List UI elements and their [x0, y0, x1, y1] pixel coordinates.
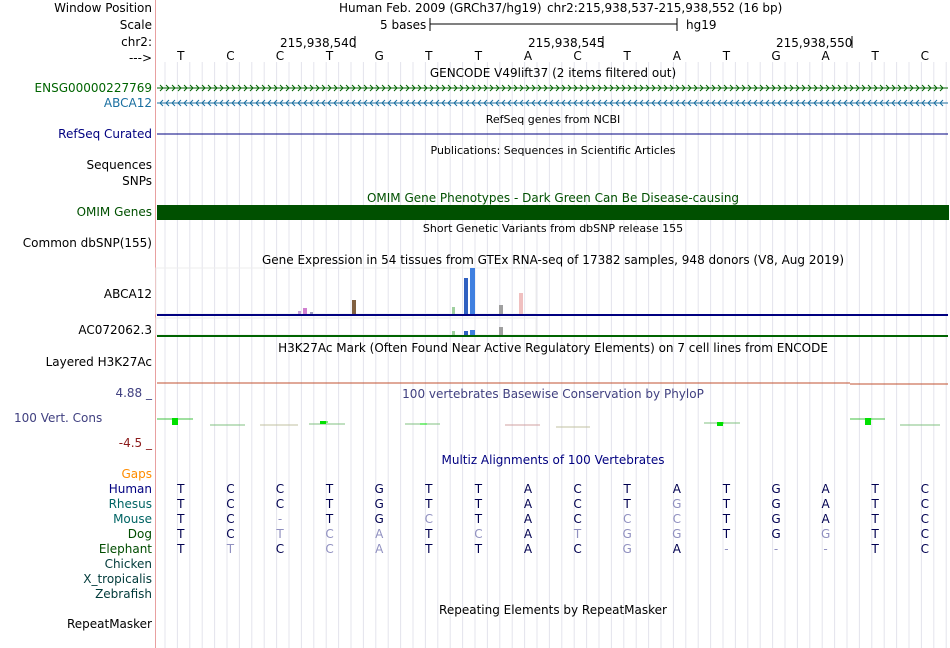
alignment-base: C [920, 512, 929, 526]
alignment-base: A [375, 527, 384, 541]
alignment-base: C [920, 542, 929, 556]
alignment-base: T [871, 542, 879, 556]
gtex-ac072062-bars[interactable] [156, 318, 536, 335]
alignment-base: T [177, 542, 185, 556]
gene-ensg00000227769-line[interactable] [157, 85, 948, 91]
alignment-base: G [374, 512, 384, 526]
phylop-track-title[interactable]: 100 vertebrates Basewise Conservation by PhyloP [402, 387, 704, 401]
alignment-base: C [226, 497, 235, 511]
species-label[interactable]: Human [108, 482, 152, 496]
alignment-base: C [424, 512, 433, 526]
sequence-base: A [821, 49, 830, 63]
alignment-base: T [177, 482, 185, 496]
gtex-tissue-bar[interactable] [470, 268, 475, 314]
alignment-base: T [177, 527, 185, 541]
alignment-base: T [474, 542, 483, 556]
alignment-base: T [722, 482, 731, 496]
alignment-base: A [821, 497, 830, 511]
alignment-base: C [275, 542, 285, 556]
window-position-label: Window Position [54, 1, 152, 15]
phylop-track-label[interactable]: 100 Vert. Cons [14, 411, 103, 425]
dbsnp-track-label[interactable]: Common dbSNP(155) [22, 236, 152, 250]
alignment-base: C [920, 482, 929, 496]
alignment-base: G [771, 482, 781, 496]
gtex-tissue-bar[interactable] [470, 330, 475, 335]
alignment-base: C [622, 512, 632, 526]
species-label[interactable]: Rhesus [108, 497, 152, 511]
coord-label-1: 215,938,540 [280, 36, 357, 50]
multiz-track-title[interactable]: Multiz Alignments of 100 Vertebrates [441, 453, 665, 467]
species-label[interactable]: Dog [127, 527, 152, 541]
alignment-base: T [871, 512, 879, 526]
alignment-base: G [771, 497, 781, 511]
alignment-base: G [771, 512, 781, 526]
alignment-base: G [672, 527, 682, 541]
sequence-base: T [871, 49, 879, 63]
alignment-base: - [773, 542, 779, 556]
phylop-peak [865, 418, 871, 425]
gencode-item-abca12[interactable]: ABCA12 [103, 96, 152, 110]
alignment-base: C [226, 512, 235, 526]
alignment-base: C [275, 482, 285, 496]
publications-track-title[interactable]: Publications: Sequences in Scientific Articles [430, 144, 676, 157]
alignment-base: A [523, 497, 533, 511]
gtex-tissue-bar[interactable] [452, 307, 455, 314]
alignment-base: C [325, 542, 334, 556]
alignment-base: A [375, 542, 384, 556]
alignment-base: T [573, 527, 582, 541]
sequence-base: T [325, 49, 334, 63]
alignment-base: A [821, 512, 830, 526]
alignment-base: T [425, 542, 433, 556]
alignment-base: T [325, 482, 334, 496]
publications-sequences-label[interactable]: Sequences [86, 158, 152, 172]
alignment-base: T [325, 512, 334, 526]
repeatmasker-track-label[interactable]: RepeatMasker [66, 617, 152, 631]
alignment-base: T [325, 497, 334, 511]
alignment-base: A [523, 482, 533, 496]
alignment-base: C [573, 482, 582, 496]
omim-gene-bar[interactable] [157, 205, 949, 220]
scale-label: Scale [119, 18, 152, 32]
chrom-label: chr2: [121, 35, 152, 49]
gtex-tissue-bar[interactable] [298, 311, 301, 314]
gtex-track-title[interactable]: Gene Expression in 54 tissues from GTEx RNA-seq of 17382 samples, 948 donors (V8, Aug 2019) [261, 253, 845, 267]
phylop-peak [717, 422, 723, 426]
repeatmasker-track-title[interactable]: Repeating Elements by RepeatMasker [439, 603, 667, 617]
alignment-base: A [672, 542, 681, 556]
alignment-base: - [823, 542, 828, 556]
alignment-base: T [425, 497, 433, 511]
alignment-base: T [722, 527, 731, 541]
sequence-base: T [425, 49, 433, 63]
alignment-base: T [474, 512, 483, 526]
phylop-peak [320, 421, 326, 424]
scale-bar [430, 18, 677, 31]
alignment-base: T [177, 497, 185, 511]
scale-text: 5 bases [380, 18, 427, 32]
gene-abca12-line[interactable] [157, 100, 948, 106]
alignment-base: T [177, 512, 185, 526]
alignment-base: T [276, 527, 284, 541]
sequence-base: C [226, 49, 235, 63]
gtex-tissue-bar[interactable] [464, 278, 468, 314]
alignment-base: C [920, 527, 929, 541]
alignment-base: T [722, 497, 731, 511]
phylop-max-label: 4.88 _ [115, 386, 152, 400]
gtex-tissue-bar[interactable] [499, 305, 503, 314]
gaps-label[interactable]: Gaps [121, 467, 152, 481]
alignment-base: G [374, 482, 384, 496]
alignment-base: C [226, 527, 235, 541]
refseq-track-title[interactable]: RefSeq genes from NCBI [485, 113, 621, 126]
alignment-base: - [277, 512, 283, 526]
gtex-gene-abca12-label[interactable]: ABCA12 [103, 287, 152, 301]
alignment-base: T [425, 482, 433, 496]
alignment-base: T [474, 482, 483, 496]
position-text: chr2:215,938,537-215,938,552 (16 bp) [547, 1, 783, 15]
gtex-tissue-bar[interactable] [303, 308, 307, 314]
alignment-base: G [622, 542, 632, 556]
gtex-tissue-bar[interactable] [310, 312, 313, 314]
alignment-base: T [474, 497, 483, 511]
publications-snps-label[interactable]: SNPs [122, 174, 152, 188]
sequence-base: T [722, 49, 731, 63]
omim-track-label[interactable]: OMIM Genes [76, 205, 152, 219]
alignment-base: G [771, 527, 781, 541]
alignment-base: T [226, 542, 235, 556]
h3k27ac-track-title[interactable]: H3K27Ac Mark (Often Found Near Active Regulatory Elements) on 7 cell lines from ENCODE [278, 341, 828, 355]
species-label[interactable]: Elephant [98, 542, 152, 556]
alignment-base: G [820, 527, 831, 541]
gtex-tissue-bar[interactable] [352, 300, 356, 314]
alignment-base: C [226, 482, 235, 496]
gtex-tissue-bar[interactable] [452, 331, 455, 335]
alignment-base: G [672, 497, 682, 511]
species-label[interactable]: Chicken [104, 557, 152, 571]
gencode-item-ensg00000227769[interactable]: ENSG00000227769 [34, 81, 152, 95]
sequence-base: A [672, 49, 681, 63]
alignment-base: C [275, 497, 285, 511]
coord-label-3: 215,938,550 [776, 36, 853, 50]
sequence-base: C [920, 49, 929, 63]
species-label[interactable]: Zebrafish [95, 587, 152, 601]
gtex-abca12-bars[interactable] [156, 268, 536, 314]
alignment-base: A [523, 527, 533, 541]
alignment-base: C [325, 527, 334, 541]
alignment-base: T [623, 497, 631, 511]
alignment-base: A [523, 542, 533, 556]
gtex-tissue-bar[interactable] [519, 293, 523, 314]
alignment-base: C [573, 512, 582, 526]
sequence-base: T [177, 49, 185, 63]
alignment-base: G [374, 497, 384, 511]
strand-label: ---> [128, 51, 152, 65]
alignment-base: T [871, 497, 879, 511]
alignment-base: - [724, 542, 729, 556]
sequence-base: C [275, 49, 285, 63]
phylop-min-label: -4.5 _ [118, 436, 152, 450]
omim-track-title[interactable]: OMIM Gene Phenotypes - Dark Green Can Be Disease-causing [366, 191, 740, 205]
gtex-panel [156, 268, 536, 314]
sequence-base: C [573, 49, 582, 63]
coord-label-2: 215,938,545 [528, 36, 605, 50]
assembly-text: Human Feb. 2009 (GRCh37/hg19) [339, 1, 542, 15]
alignment-base: C [573, 542, 582, 556]
alignment-base: A [821, 482, 830, 496]
gtex-tissue-bar[interactable] [464, 331, 468, 335]
species-label[interactable]: Mouse [113, 512, 152, 526]
h3k27ac-track-label[interactable]: Layered H3K27Ac [45, 355, 152, 369]
sequence-base: G [374, 49, 384, 63]
alignment-base: A [523, 512, 533, 526]
sequence-base: T [623, 49, 631, 63]
alignment-base: G [622, 527, 632, 541]
dbsnp-track-title[interactable]: Short Genetic Variants from dbSNP release 155 [422, 222, 684, 235]
gtex-tissue-bar[interactable] [499, 327, 503, 335]
alignment-base: T [425, 527, 433, 541]
alignment-base: T [623, 482, 631, 496]
alignment-base: C [920, 497, 929, 511]
alignment-base: A [672, 482, 681, 496]
alignment-base: C [672, 512, 681, 526]
alignment-base: T [871, 482, 879, 496]
gencode-track-title[interactable]: GENCODE V49lift37 (2 items filtered out) [429, 66, 677, 80]
alignment-base: C [474, 527, 483, 541]
gtex-gene-ac072062-label[interactable]: AC072062.3 [78, 323, 152, 337]
alignment-base: T [871, 527, 879, 541]
sequence-base: G [771, 49, 781, 63]
refseq-track-label[interactable]: RefSeq Curated [58, 127, 152, 141]
species-label[interactable]: X_tropicalis [83, 572, 152, 586]
scale-db: hg19 [686, 18, 717, 32]
phylop-peak [172, 418, 178, 425]
alignment-base: C [573, 497, 582, 511]
alignment-base: T [722, 512, 731, 526]
sequence-base: T [474, 49, 483, 63]
sequence-base: A [523, 49, 533, 63]
gtex-panel [156, 318, 536, 335]
